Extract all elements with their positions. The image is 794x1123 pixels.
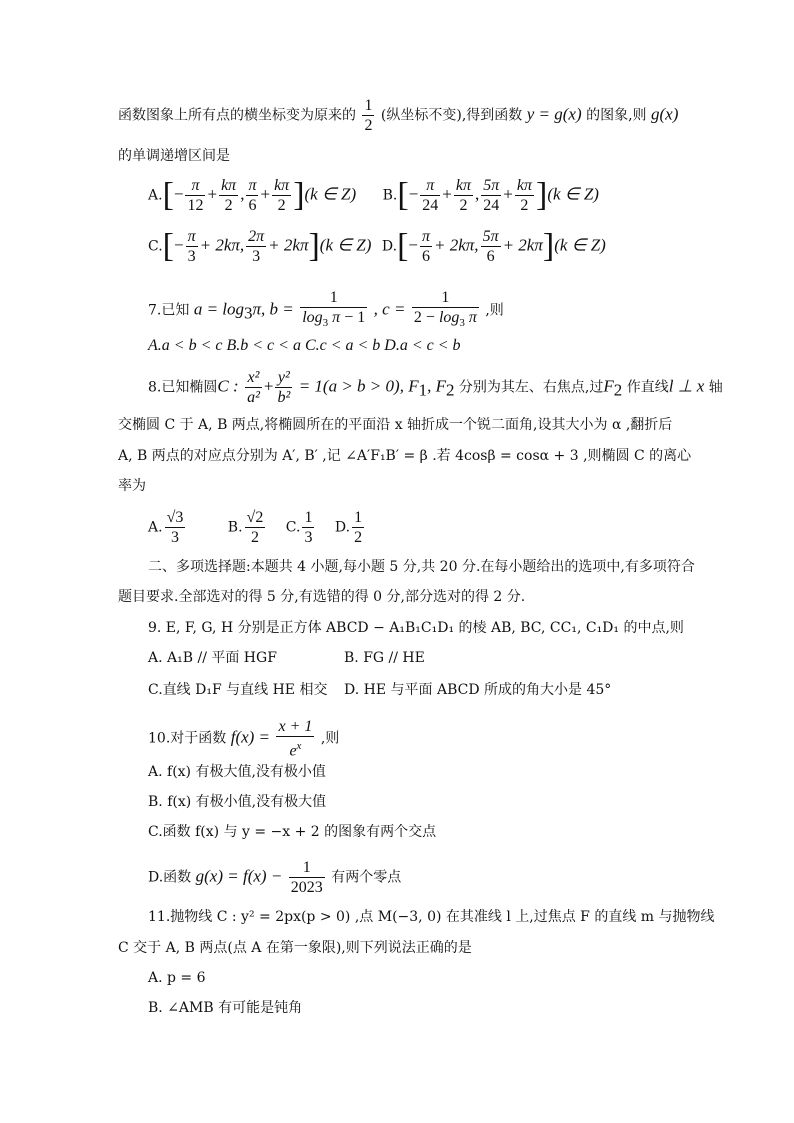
q10-option-d: D.函数 g(x) = f(x) − $\frac{1}{2023}$ 有两个零点 xyxy=(148,859,402,896)
q11-line-2: C 交于 A, B 两点(点 A 在第一象限),则下列说法正确的是 xyxy=(118,940,472,956)
q7-stem: 7.已知 $a = \log_3\pi$, b = $\frac{1}{\log_3 \pi - 1}$ , c = $\frac{1}{2 - \log_3 \pi}$ ,则 xyxy=(148,289,504,330)
q6-line-1: 函数图象上所有点的横坐标变为原来的 $\frac{1}{2}$ (纵坐标不变),得到函数 y = g(x) 的图象,则 g(x) xyxy=(118,97,679,134)
q11-option-b: B. ∠AMB 有可能是钝角 xyxy=(148,1000,303,1016)
q8-line-1: 8.已知椭圆C : $\frac{\text{x²}}{\text{a²}}$ + $\frac{\text{y²}}{\text{b²}}$ = 1(a > b > 0), $F_1$, $F_2$ 分别为其左、右焦点,过$F_2$ 作直线l ⊥ x 轴 xyxy=(148,369,723,406)
q9-option-c: C.直线 D₁F 与直线 HE 相交 xyxy=(148,682,328,698)
q9-option-d: D. HE 与平面 ABCD 所成的角大小是 45° xyxy=(344,682,612,698)
q9-option-a: A. A₁B // 平面 HGF xyxy=(148,650,277,666)
q9-stem: 9. E, F, G, H 分别是正方体 ABCD − A₁B₁C₁D₁ 的棱 AB, BC, CC₁, C₁D₁ 的中点,则 xyxy=(148,620,684,636)
q6-option-a: A.[− $\frac{\pi}{12}$ + $\frac{k\pi}{2}$ , $\frac{\pi}{6}$ + $\frac{k\pi}{2}$ ](k ∈ Z) xyxy=(148,176,357,214)
q11-line-1: 11.抛物线 C : y² = 2px(p > 0) ,点 M(−3, 0) 在其准线 l 上,过焦点 F 的直线 m 与抛物线 xyxy=(148,909,715,925)
q10-option-b: B. f(x) 有极小值,没有极大值 xyxy=(148,794,327,810)
section-2-heading: 二、多项选择题:本题共 4 小题,每小题 5 分,共 20 分.在每小题给出的选项中,有多项符合 xyxy=(148,559,695,575)
q6-options-cd xyxy=(148,227,606,266)
q9-option-b: B. FG // HE xyxy=(344,650,425,666)
q8-options: A. $\frac{√3}{3}$ B. $\frac{√2}{2}$ C. $\frac{1}{3}$ D. $\frac{1}{2}$ xyxy=(148,509,363,546)
q6-option-c: C.[− $\frac{\pi}{3}$ + 2kπ, $\frac{2\pi}{3}$ + 2kπ](k ∈ Z) xyxy=(148,227,372,265)
q6-option-d: D.[− $\frac{\pi}{6}$ + 2kπ, $\frac{5\pi}{6}$ + 2kπ](k ∈ Z) xyxy=(381,227,606,265)
q7-options: A.a < b < c B.b < c < a C.c < a < b D.a < c < b xyxy=(148,337,461,354)
q6-option-b: B.[− $\frac{\pi}{24}$ + $\frac{k\pi}{2}$ , $\frac{5\pi}{24}$ + $\frac{k\pi}{2}$ ](k ∈ Z) xyxy=(382,176,599,214)
q6-line-2: 的单调递增区间是 xyxy=(118,148,230,164)
fraction-one-half: $\frac{1}{2}$ xyxy=(364,97,373,134)
q10-stem: 10.对于函数 f(x) = $\frac{x + 1}{e^x}$ ,则 xyxy=(148,718,340,760)
section-2-instructions: 题目要求.全部选对的得 5 分,有选错的得 0 分,部分选对的得 2 分. xyxy=(118,589,526,605)
q10-option-c: C.函数 f(x) 与 y = −x + 2 的图象有两个交点 xyxy=(148,824,437,840)
q8-line-4: 率为 xyxy=(118,478,146,494)
q11-option-a: A. p = 6 xyxy=(148,970,206,986)
q6-options-ab xyxy=(148,176,599,215)
q10-option-a: A. f(x) 有极大值,没有极小值 xyxy=(148,764,326,780)
q8-line-2: 交椭圆 C 于 A, B 两点,将椭圆所在的平面沿 x 轴折成一个锐二面角,设其大小为 α ,翻折后 xyxy=(118,417,673,433)
q8-line-3: A, B 两点的对应点分别为 A′, B′ ,记 ∠A′F₁B′ = β .若 4cosβ = cosα + 3 ,则椭圆 C 的离心 xyxy=(118,448,692,464)
